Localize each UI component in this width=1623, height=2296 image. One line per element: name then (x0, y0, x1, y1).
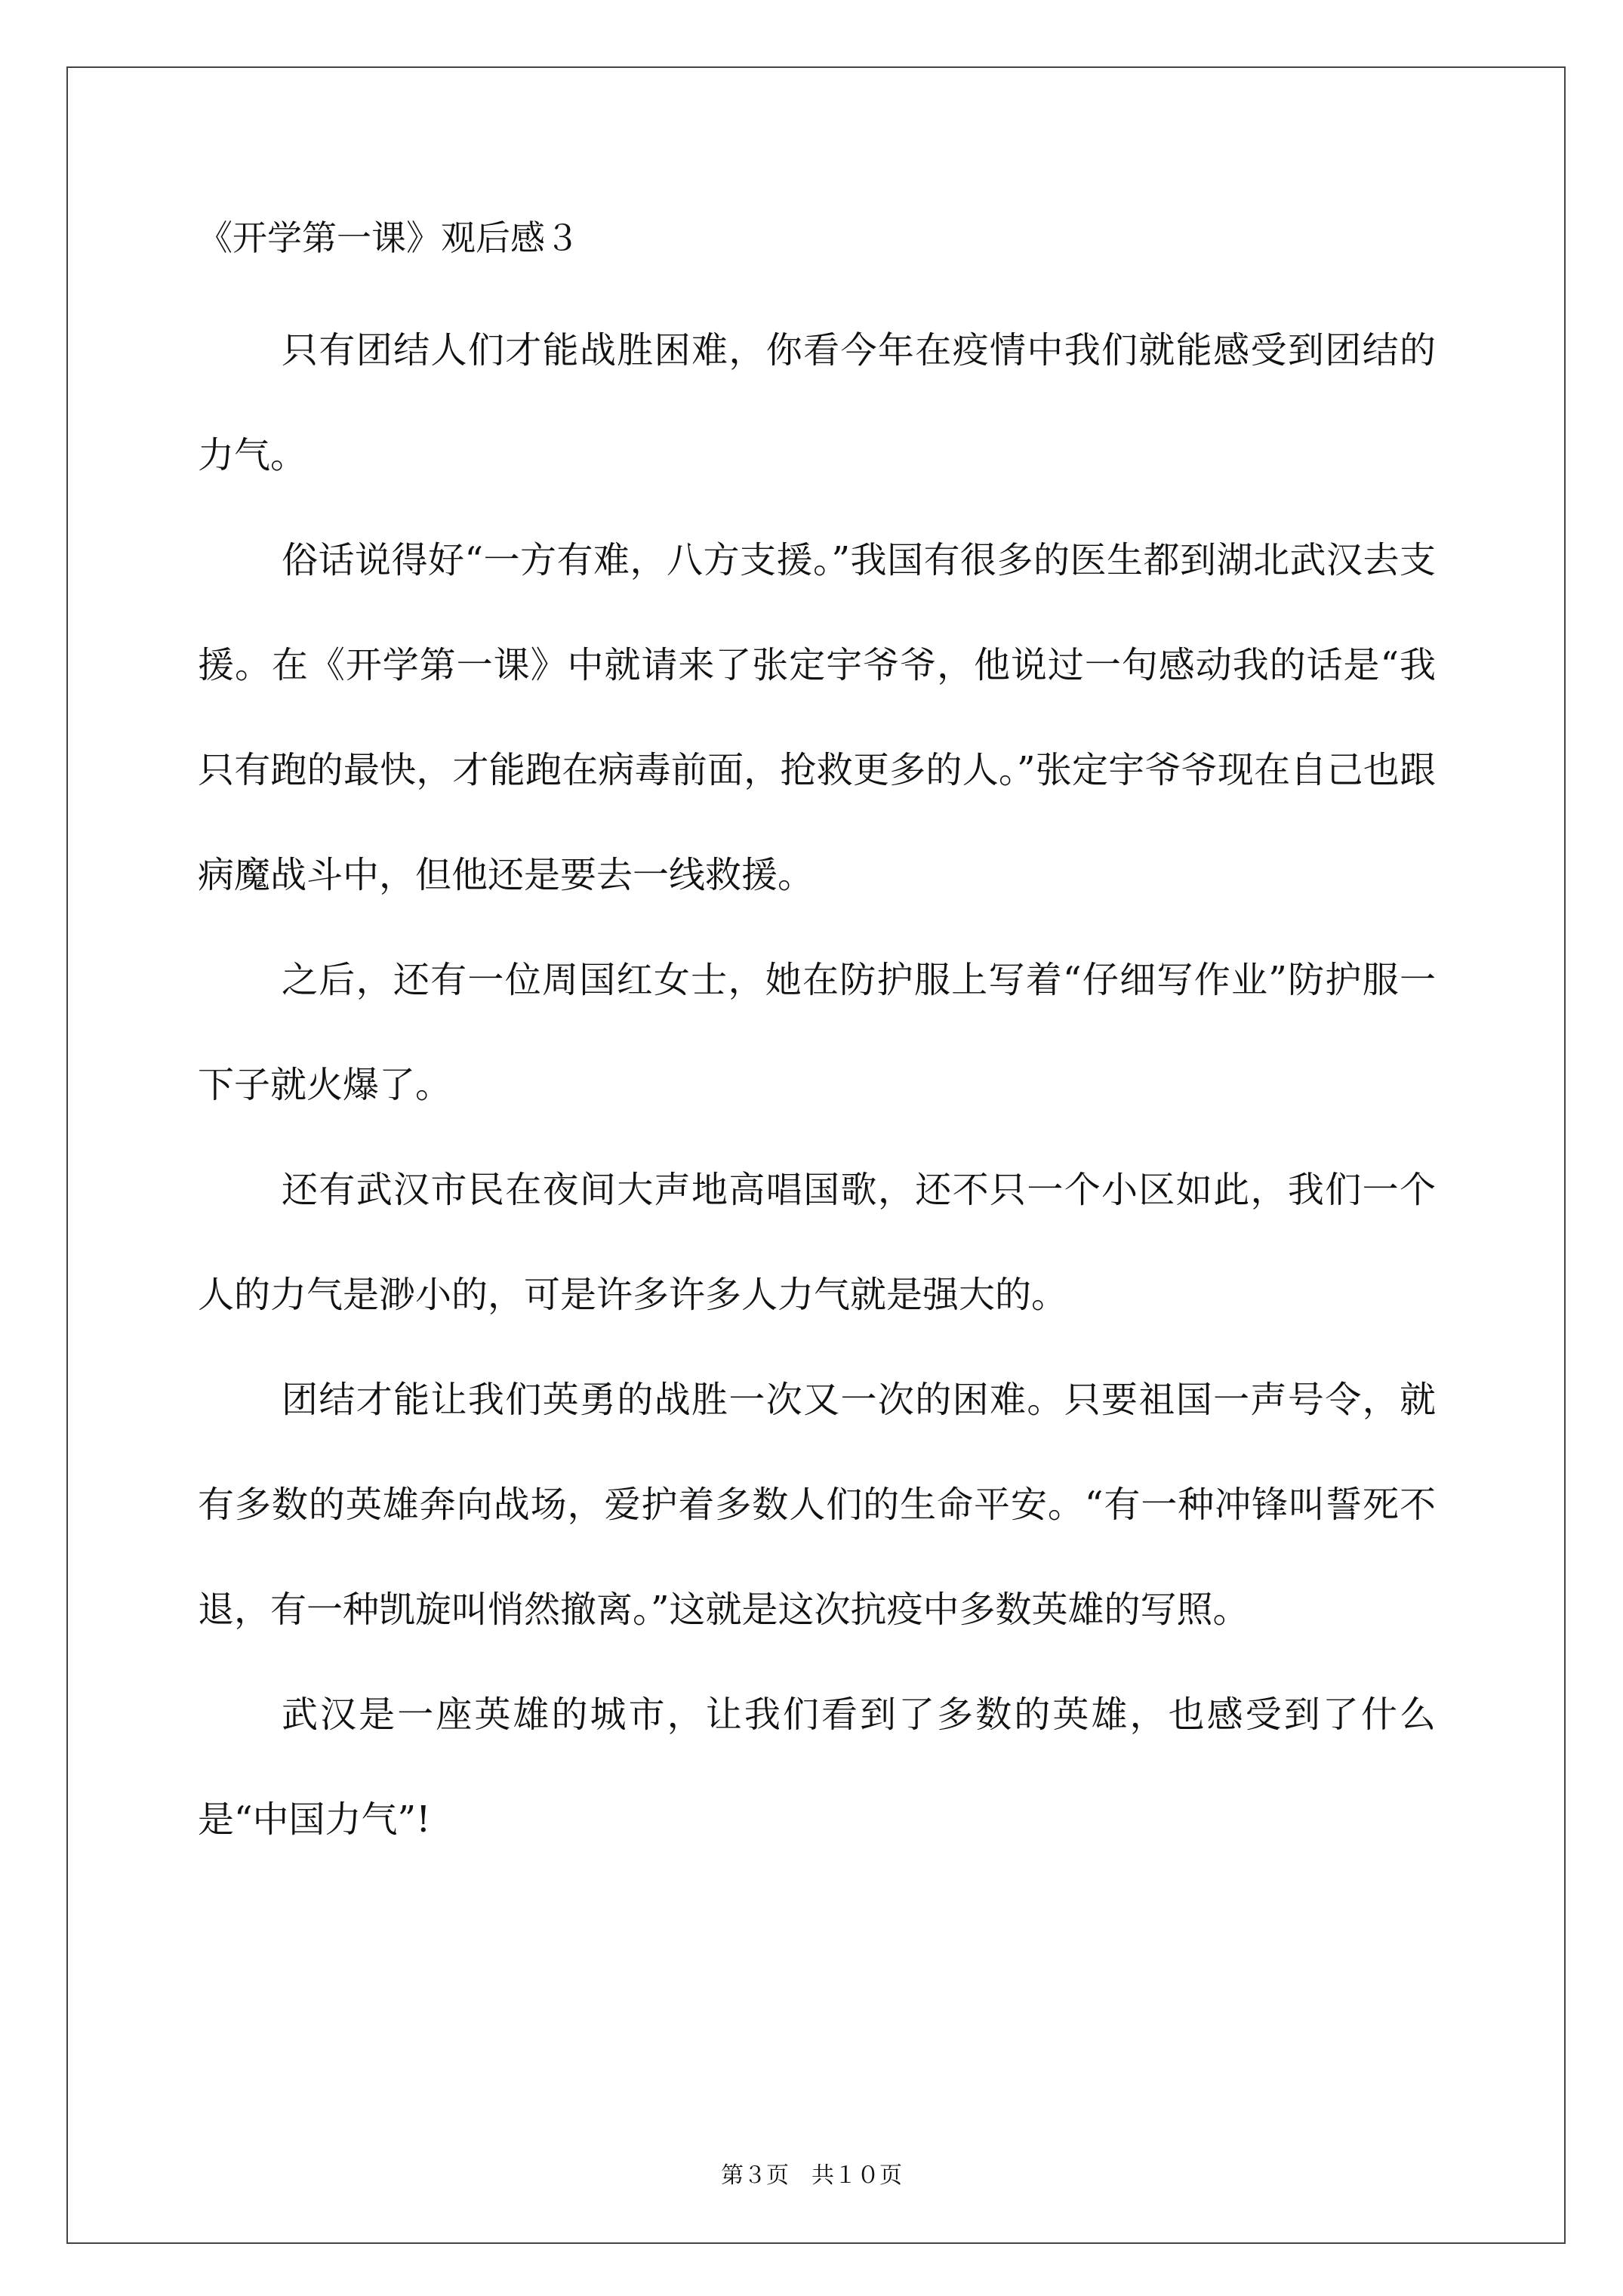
paragraph-1: 只有团结人们才能战胜困难，你看今年在疫情中我们就能感受到团结的力气。 (198, 329, 1436, 476)
paragraph-4: 还有武汉市民在夜间大声地高唱国歌，还不只一个小区如此，我们一个人的力气是渺小的，可是许多许多人力气就是强大的。 (198, 1169, 1436, 1316)
page-number-footer: 第３页 共１０页 (721, 2162, 902, 2189)
paragraph-3: 之后，还有一位周国红女士，她在防护服上写着“仔细写作业”防护服一下子就火爆了。 (198, 959, 1436, 1106)
paragraph-6: 武汉是一座英雄的城市，让我们看到了多数的英雄，也感受到了什么是“中国力气”! (198, 1693, 1436, 1841)
paragraph-2: 俗话说得好“一方有难，八方支援。”我国有很多的医生都到湖北武汉去支援。在《开学第一课》中就请来了张定宇爷爷，他说过一句感动我的话是“我只有跑的最快，才能跑在病毒前面，抢救更多的人。”张定宇爷爷现在自己也跟病魔战斗中，但他还是要去一线救援。 (198, 539, 1436, 896)
document-title: 《开学第一课》观后感３ (198, 217, 580, 258)
paragraph-5: 团结才能让我们英勇的战胜一次又一次的困难。只要祖国一声号令，就有多数的英雄奔向战场，爱护着多数人们的生命平安。“有一种冲锋叫誓死不退，有一种凯旋叫悄然撤离。”这就是这次抗疫中多数英雄的写照。 (198, 1379, 1436, 1631)
document-body (198, 215, 1436, 1872)
